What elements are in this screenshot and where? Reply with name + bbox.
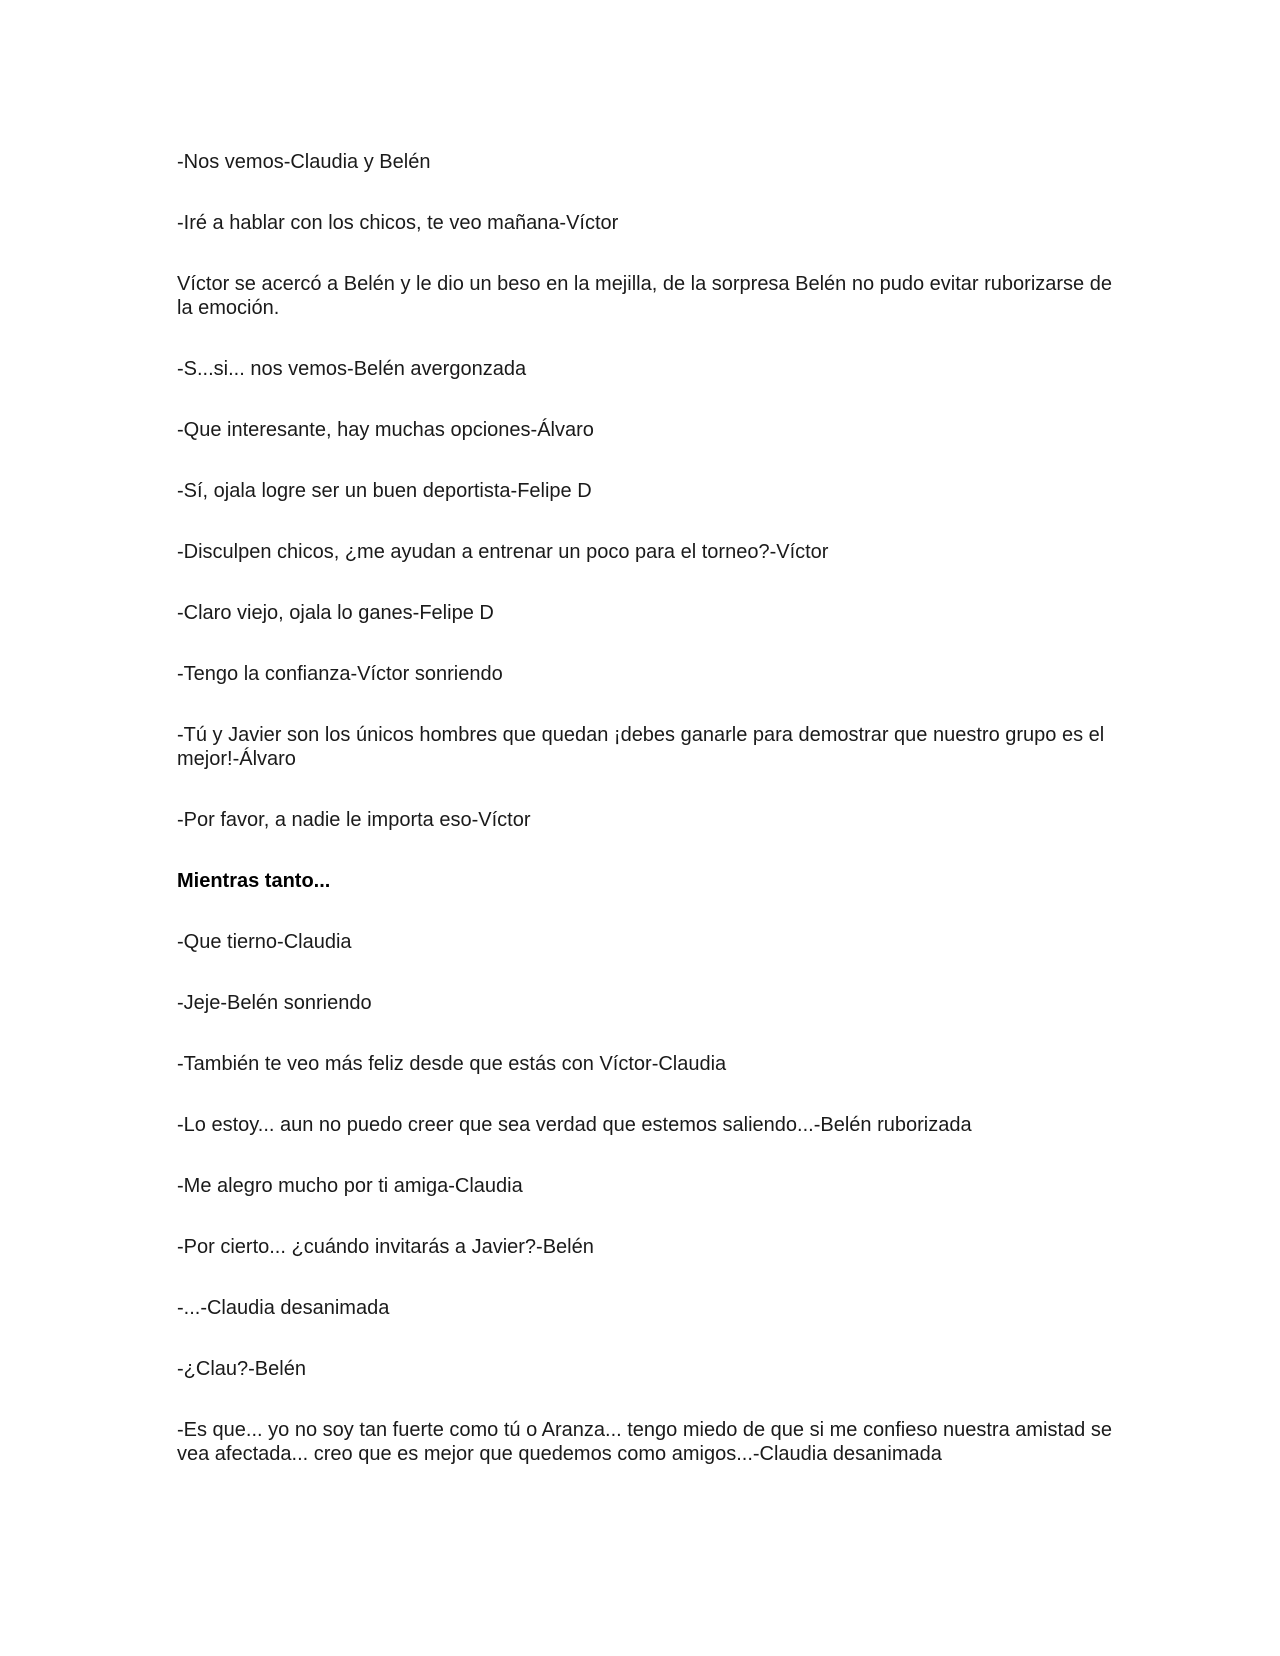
document-body	[177, 150, 1117, 1503]
dialogue-line: -Tengo la confianza-Víctor sonriendo	[177, 663, 503, 685]
dialogue-line: -Que interesante, hay muchas opciones-Álvaro	[177, 419, 594, 441]
dialogue-line: -Por favor, a nadie le importa eso-Víctor	[177, 809, 531, 831]
dialogue-line: -Por cierto... ¿cuándo invitarás a Javier?-Belén	[177, 1236, 594, 1258]
dialogue-line: -Tú y Javier son los únicos hombres que quedan ¡debes ganarle para demostrar que nuestro grupo es el mejor!-Álvaro	[177, 724, 1105, 770]
section-heading: Mientras tanto...	[177, 870, 331, 892]
dialogue-line: -Sí, ojala logre ser un buen deportista-Felipe D	[177, 480, 592, 502]
dialogue-line: -Me alegro mucho por ti amiga-Claudia	[177, 1175, 523, 1197]
narration-paragraph: Víctor se acercó a Belén y le dio un beso en la mejilla, de la sorpresa Belén no pudo evitar ruborizarse de la emoción.	[177, 273, 1112, 319]
dialogue-line: -Disculpen chicos, ¿me ayudan a entrenar un poco para el torneo?-Víctor	[177, 541, 829, 563]
dialogue-line: -Claro viejo, ojala lo ganes-Felipe D	[177, 602, 494, 624]
dialogue-line: -...-Claudia desanimada	[177, 1297, 390, 1319]
dialogue-line: -Nos vemos-Claudia y Belén	[177, 151, 431, 173]
dialogue-line: -¿Clau?-Belén	[177, 1358, 306, 1380]
dialogue-line: -Jeje-Belén sonriendo	[177, 992, 372, 1014]
dialogue-line: -Que tierno-Claudia	[177, 931, 352, 953]
dialogue-line: -Lo estoy... aun no puedo creer que sea verdad que estemos saliendo...-Belén ruborizada	[177, 1114, 972, 1136]
dialogue-line: -También te veo más feliz desde que estás con Víctor-Claudia	[177, 1053, 727, 1075]
dialogue-line: -S...si... nos vemos-Belén avergonzada	[177, 358, 527, 380]
dialogue-line: -Es que... yo no soy tan fuerte como tú o Aranza... tengo miedo de que si me confieso nuestra amistad se vea afectada... creo que es mejor que quedemos como amigos...-Claudia desanimada	[177, 1419, 1112, 1465]
dialogue-line: -Iré a hablar con los chicos, te veo mañana-Víctor	[177, 212, 619, 234]
